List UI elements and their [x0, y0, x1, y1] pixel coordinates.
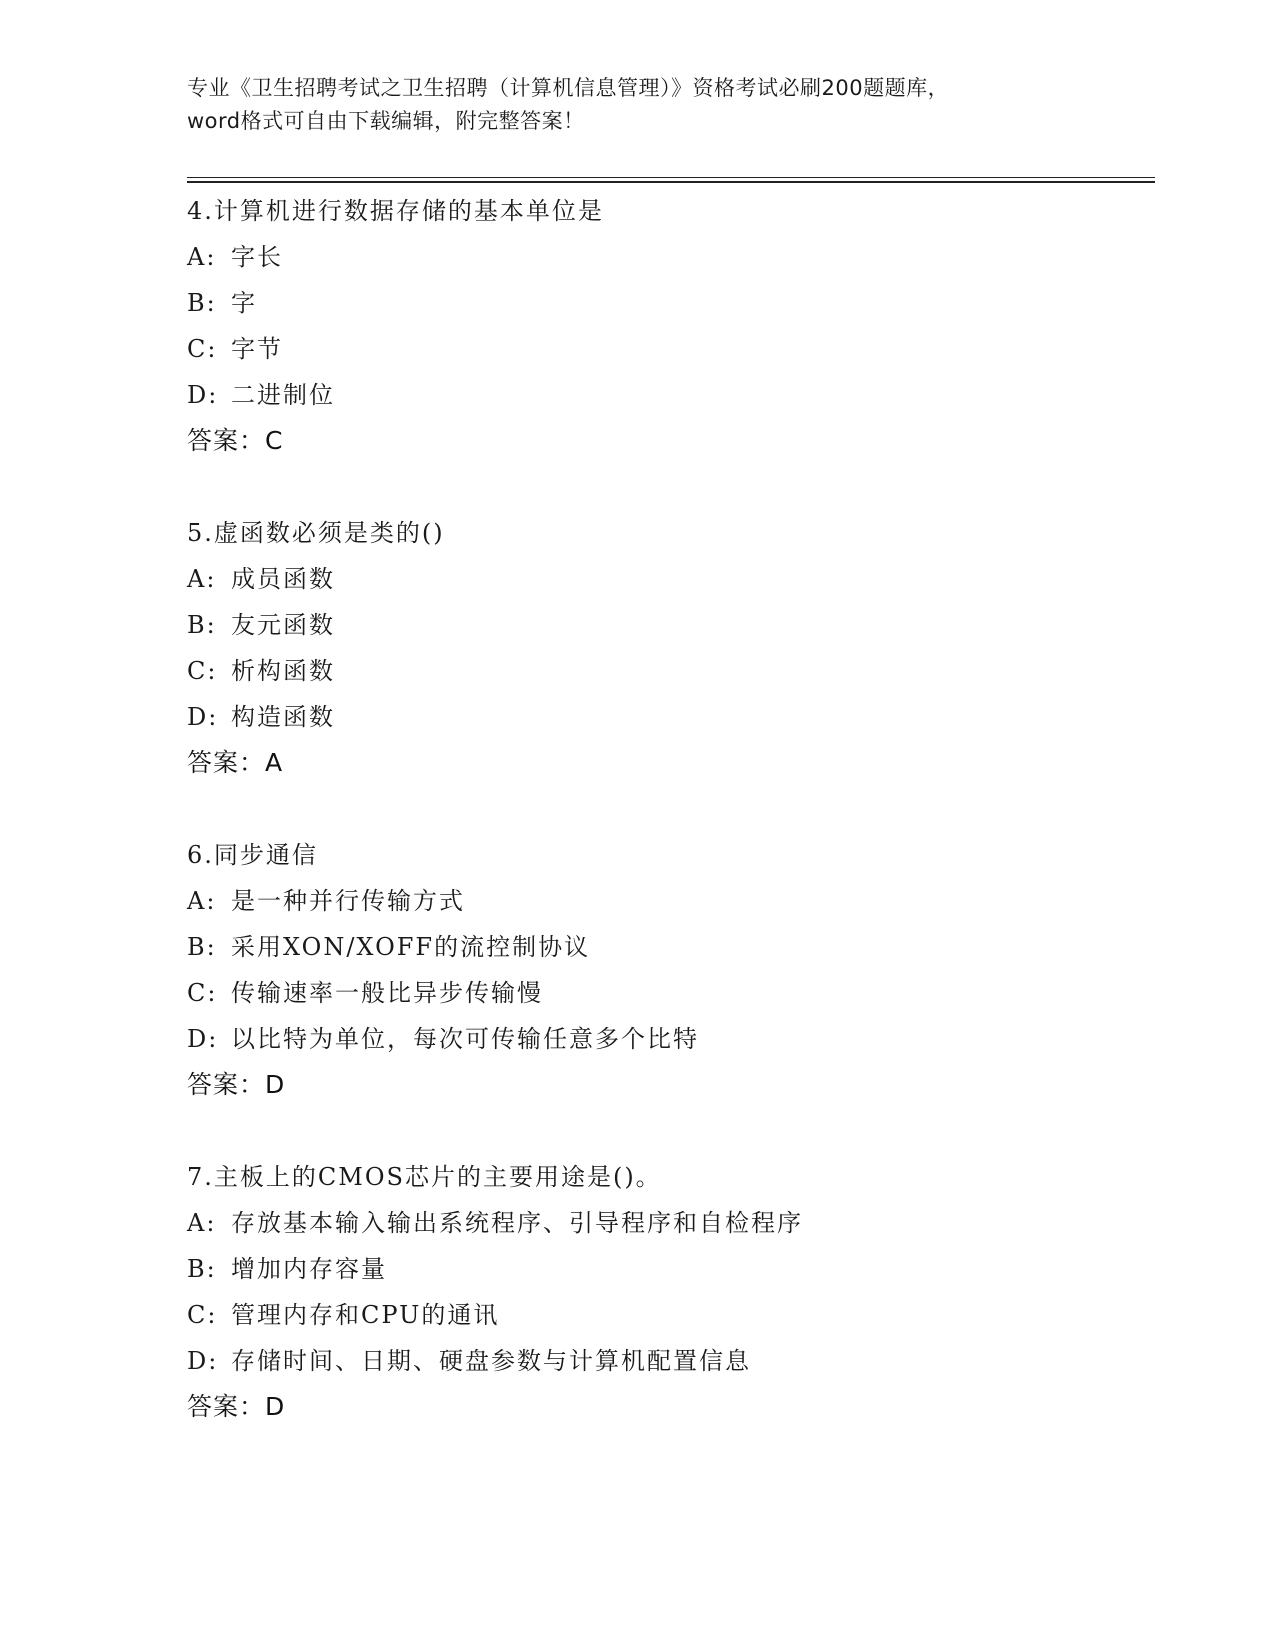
option-text: 字 — [231, 289, 257, 317]
option-letter: D: — [187, 703, 219, 731]
option-c — [187, 970, 1147, 1016]
option-text: 存储时间、日期、硬盘参数与计算机配置信息 — [231, 1347, 751, 1375]
option-letter: D: — [187, 1025, 219, 1053]
option-text: 友元函数 — [231, 611, 335, 639]
question-block — [187, 188, 1147, 464]
question-title: 5.虚函数必须是类的() — [187, 519, 445, 547]
option-text: 增加内存容量 — [231, 1255, 387, 1283]
option-letter: C: — [187, 979, 218, 1007]
option-b — [187, 602, 1147, 648]
question-title: 4.计算机进行数据存储的基本单位是 — [187, 197, 604, 225]
question-block — [187, 832, 1147, 1108]
option-letter: C: — [187, 335, 218, 363]
option-b — [187, 1246, 1147, 1292]
header-line-2: word格式可自由下载编辑，附完整答案！ — [187, 109, 585, 133]
option-text: 采用XON/XOFF的流控制协议 — [231, 933, 591, 961]
option-c — [187, 648, 1147, 694]
option-letter: A: — [187, 565, 217, 593]
option-letter: A: — [187, 243, 217, 271]
option-text: 析构函数 — [231, 657, 335, 685]
option-d — [187, 1338, 1147, 1384]
option-d — [187, 372, 1147, 418]
option-a — [187, 1200, 1147, 1246]
option-c — [187, 326, 1147, 372]
option-text: 字长 — [231, 243, 283, 271]
option-letter: A: — [187, 887, 217, 915]
option-text: 传输速率一般比异步传输慢 — [231, 979, 543, 1007]
answer-text: 答案：D — [187, 1392, 286, 1421]
header-line-1: 专业《卫生招聘考试之卫生招聘（计算机信息管理）》资格考试必刷200题题库， — [187, 76, 950, 100]
option-c — [187, 1292, 1147, 1338]
option-a — [187, 556, 1147, 602]
option-text: 以比特为单位，每次可传输任意多个比特 — [231, 1025, 699, 1053]
option-a — [187, 234, 1147, 280]
option-letter: B: — [187, 933, 217, 961]
question-block — [187, 1154, 1147, 1430]
option-letter: C: — [187, 657, 218, 685]
answer-text: 答案：D — [187, 1070, 286, 1099]
question-title: 6.同步通信 — [187, 841, 318, 869]
option-d — [187, 1016, 1147, 1062]
option-letter: B: — [187, 611, 217, 639]
option-a — [187, 878, 1147, 924]
option-text: 字节 — [231, 335, 283, 363]
option-letter: C: — [187, 1301, 218, 1329]
option-text: 成员函数 — [231, 565, 335, 593]
answer-text: 答案：A — [187, 748, 284, 777]
option-letter: D: — [187, 381, 219, 409]
option-b — [187, 280, 1147, 326]
header-divider-thin — [187, 177, 1155, 178]
option-text: 构造函数 — [231, 703, 335, 731]
option-b — [187, 924, 1147, 970]
option-text: 存放基本输入输出系统程序、引导程序和自检程序 — [231, 1209, 803, 1237]
option-text: 二进制位 — [231, 381, 335, 409]
option-letter: B: — [187, 289, 217, 317]
question-block — [187, 510, 1147, 786]
answer-text: 答案：C — [187, 426, 284, 455]
document-header — [187, 72, 1087, 138]
option-letter: D: — [187, 1347, 219, 1375]
question-title: 7.主板上的CMOS芯片的主要用途是()。 — [187, 1163, 662, 1191]
option-letter: A: — [187, 1209, 217, 1237]
option-d — [187, 694, 1147, 740]
option-text: 是一种并行传输方式 — [231, 887, 465, 915]
option-text: 管理内存和CPU的通讯 — [231, 1301, 500, 1329]
question-list — [187, 188, 1147, 1476]
header-divider-thick — [187, 181, 1155, 183]
option-letter: B: — [187, 1255, 217, 1283]
